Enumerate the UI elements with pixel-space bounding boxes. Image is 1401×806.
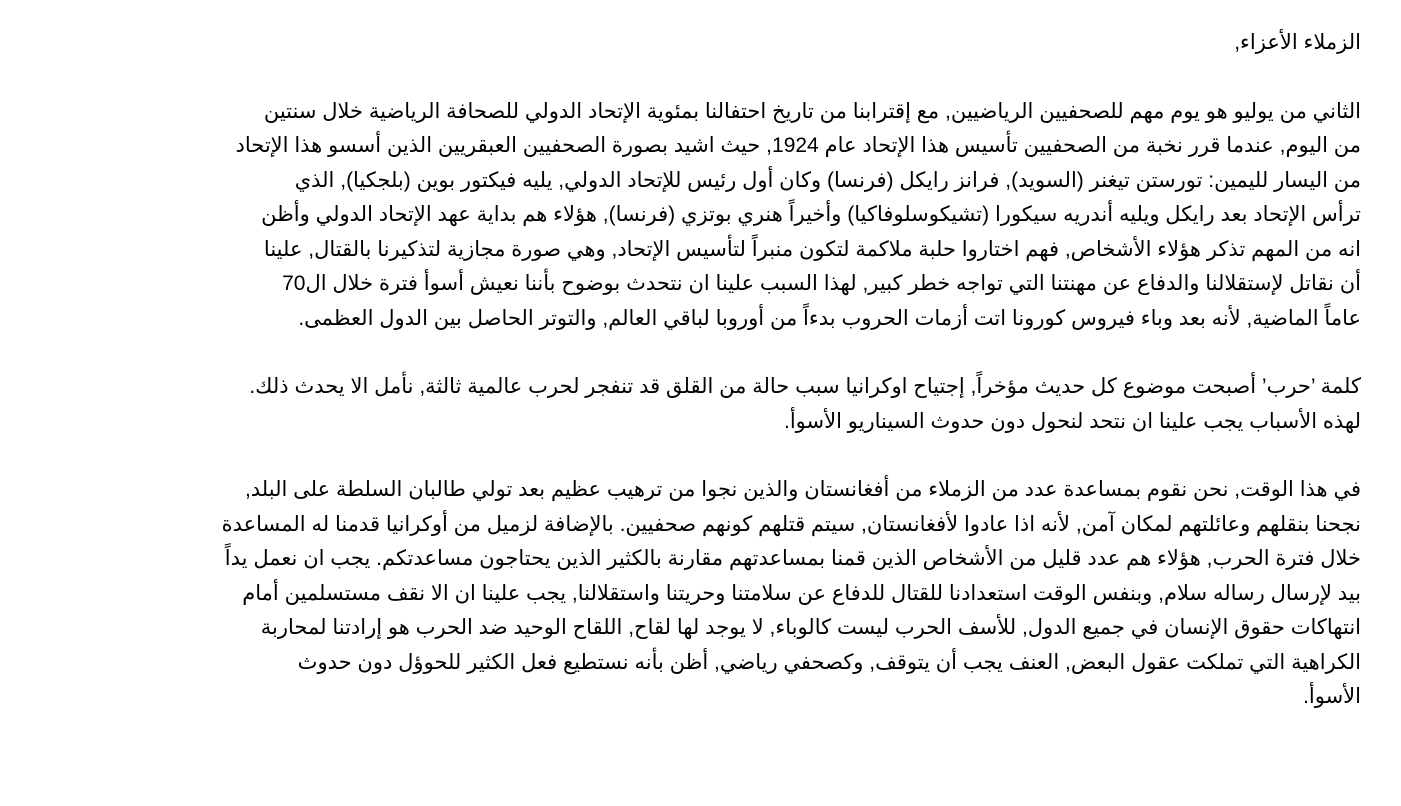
- paragraph-line: انتهاكات حقوق الإنسان في جميع الدول, للأسف الحرب ليست كالوباء, لا يوجد لها لقاح, اللقاح الوحيد ضد الحرب هو إرادتنا لمحاربة: [260, 616, 1361, 639]
- paragraph-line: من اليسار لليمين: تورستن تيغنر (السويد), فرانز رايكل (فرنسا) وكان أول رئيس للإتحاد الدولي, يليه فيكتور بوين (بلجكيا), الذي: [294, 168, 1361, 192]
- paragraph-line: انه من المهم تذكر هؤلاء الأشخاص, فهم اختاروا حلبة ملاكمة لتكون منبراً لتأسيس الإتحاد, وهي صورة مجازية لتذكيرنا بالقتال, علينا: [263, 237, 1361, 261]
- paragraph-line: الكراهية التي تملكت عقول البعض, العنف يجب أن يتوقف, وكصحفي رياضي, أظن بأنه نستطيع فعل الكثير للحوؤل دون حدوث: [297, 650, 1361, 674]
- paragraph-line: خلال فترة الحرب, هؤلاء هم عدد قليل من الأشخاص الذين قمنا بمساعدتهم مقارنة بالكثير الذين يحتاجون مساعدتكم. يجب ان نعمل يداً: [224, 547, 1361, 570]
- paragraph-line: نجحنا بنقلهم وعائلتهم لمكان آمن, لأنه اذا عادوا لأفغانستان, سيتم قتلهم كونهم صحفيين. بالإضافة لزميل من أوكرانيا قدمنا له المساعدة: [221, 512, 1361, 536]
- paragraph-assistance: [40, 473, 1361, 715]
- paragraph-line: عاماً الماضية, لأنه بعد وباء فيروس كورونا اتت أزمات الحروب بدءاً من أوروبا لباقي العالم, والتوتر الحاصل بين الدول العظمى.: [298, 306, 1361, 330]
- paragraph-line: بيد لإرسال رساله سلام, وبنفس الوقت استعدادنا للقتال للدفاع عن سلامتنا وحريتنا واستقلالنا, يجب علينا ان الا نقف مستسلمين أمام: [242, 581, 1361, 605]
- paragraph-line: في هذا الوقت, نحن نقوم بمساعدة عدد من الزملاء من أفغانستان والذين نجوا من ترهيب عظيم بعد تولي طالبان السلطة على البلد,: [244, 478, 1361, 501]
- paragraph-anniversary: [40, 95, 1361, 337]
- paragraph-line: ترأس الإتحاد بعد رايكل ويليه أندريه سيكورا (تشيكوسلوفاكيا) وأخيراً هنري بوتزي (فرنسا), هؤلاء هم بداية عهد الإتحاد الدولي وأظن: [261, 203, 1361, 226]
- paragraph-war: [40, 370, 1361, 439]
- paragraph-line: من اليوم, عندما قرر نخبة من الصحفيين تأسيس هذا الإتحاد عام 1924, حيث اشيد بصورة الصحفيين العبقريين الذين أسسو هذا الإتحاد: [235, 134, 1361, 157]
- greeting: الزملاء الأعزاء,: [1234, 31, 1361, 54]
- paragraph-line: الأسوأ.: [1303, 685, 1361, 708]
- paragraph-line: الثاني من يوليو هو يوم مهم للصحفيين الرياضيين, مع إقترابنا من تاريخ احتفالنا بمئوية الإتحاد الدولي للصحافة الرياضية خلال سنتين: [263, 99, 1361, 123]
- paragraph-line: لهذه الأسباب يجب علينا ان نتحد لنحول دون حدوث السيناريو الأسوأ.: [784, 409, 1361, 433]
- paragraph-line: كلمة ’حرب’ أصبحت موضوع كل حديث مؤخراً, إجتياح اوكرانيا سبب حالة من القلق قد تنفجر لحرب عالمية ثالثة, نأمل الا يحدث ذلك.: [249, 375, 1361, 398]
- paragraph-line: أن نقاتل لإستقلالنا والدفاع عن مهنتنا التي تواجه خطر كبير, لهذا السبب علينا ان نتحدث بوضوح بأننا نعيش أسوأ فترة خلال ال70: [282, 272, 1361, 295]
